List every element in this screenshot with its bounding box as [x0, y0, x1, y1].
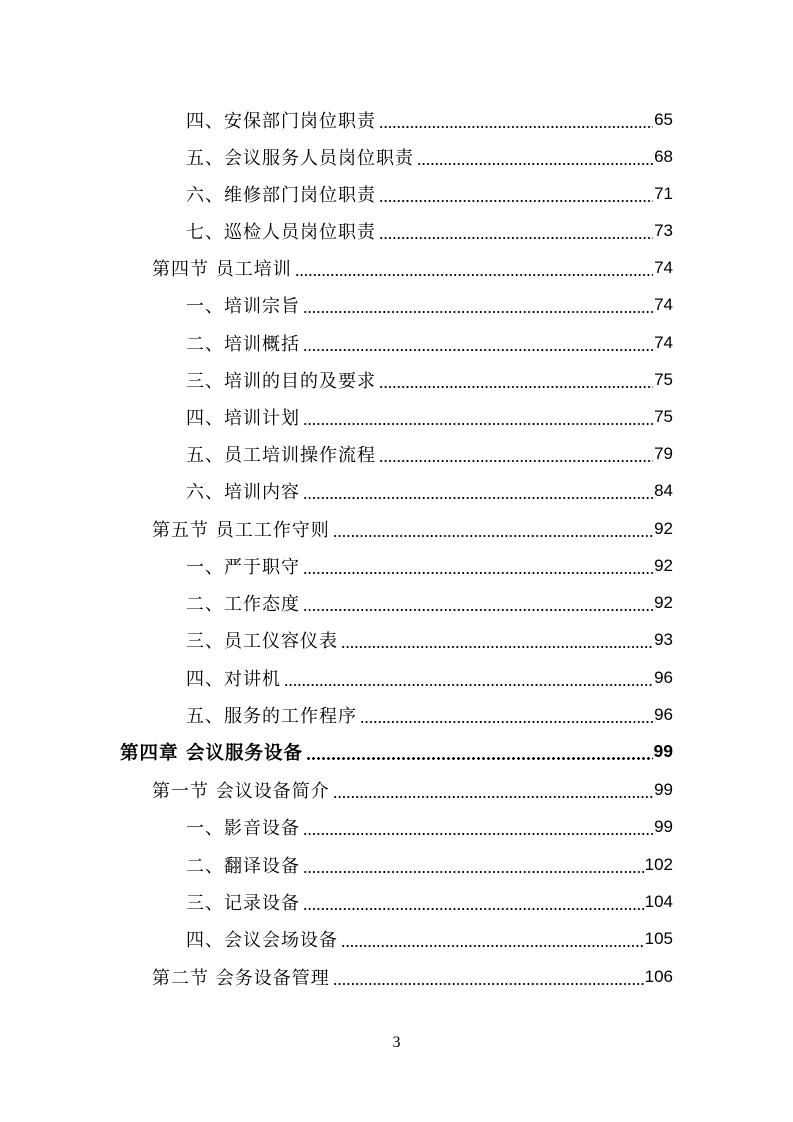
dot-leader — [303, 547, 653, 584]
dot-leader — [417, 138, 653, 175]
dot-leader — [333, 771, 653, 808]
dot-leader — [303, 808, 653, 845]
toc-entry[interactable] — [186, 808, 673, 845]
toc-entry[interactable] — [186, 175, 673, 212]
toc-entry-page: 96 — [654, 704, 673, 724]
toc-entry-page: 84 — [654, 480, 673, 500]
toc-entry-title: 五、员工培训操作流程 — [186, 444, 376, 466]
toc-entry[interactable] — [186, 286, 673, 323]
dot-leader — [303, 286, 653, 323]
toc-entry-title: 三、记录设备 — [186, 892, 300, 914]
dot-leader — [379, 435, 653, 472]
toc-entry-page: 65 — [654, 109, 673, 129]
toc-entry[interactable] — [186, 621, 673, 658]
toc-entry[interactable] — [186, 584, 673, 621]
page-number: 3 — [392, 1034, 401, 1051]
toc-entry[interactable] — [186, 138, 673, 175]
toc-entry-title: 三、培训的目的及要求 — [186, 370, 376, 392]
toc-entry-title: 六、培训内容 — [186, 481, 300, 503]
toc-entry-page: 93 — [654, 629, 673, 649]
toc-section-entry[interactable] — [152, 771, 673, 808]
toc-section-entry[interactable] — [152, 958, 673, 995]
toc-entry[interactable] — [186, 212, 673, 249]
toc-entry-title: 一、严于职守 — [186, 556, 300, 578]
toc-entry[interactable] — [186, 361, 673, 398]
toc-section-entry[interactable] — [152, 249, 673, 286]
dot-leader — [341, 621, 653, 658]
toc-entry-page: 92 — [654, 592, 673, 612]
toc-entry[interactable] — [186, 472, 673, 509]
toc-entry-page: 75 — [654, 406, 673, 426]
toc-entry-page: 92 — [654, 518, 673, 538]
toc-entry[interactable] — [186, 324, 673, 361]
dot-leader — [379, 101, 653, 138]
toc-entry-title: 五、会议服务人员岗位职责 — [186, 147, 414, 169]
toc-entry[interactable] — [186, 547, 673, 584]
toc-chapter-entry[interactable] — [120, 733, 673, 770]
toc-entry-title: 第四节 员工培训 — [152, 258, 292, 280]
dot-leader — [295, 249, 653, 286]
toc-entry-title: 第四章 会议服务设备 — [120, 742, 303, 764]
dot-leader — [333, 510, 653, 547]
toc-entry[interactable] — [186, 101, 673, 138]
toc-entry-title: 四、对讲机 — [186, 668, 281, 690]
toc-entry[interactable] — [186, 920, 673, 957]
toc-entry-title: 第五节 员工工作守则 — [152, 519, 330, 541]
dot-leader — [303, 398, 653, 435]
dot-leader — [379, 361, 653, 398]
toc-entry-title: 一、影音设备 — [186, 817, 300, 839]
toc-entry-page: 99 — [653, 741, 673, 761]
toc-entry-page: 105 — [644, 928, 673, 948]
toc-entry-page: 74 — [654, 332, 673, 352]
toc-entry-page: 68 — [654, 146, 673, 166]
toc-entry-title: 四、会议会场设备 — [186, 929, 338, 951]
dot-leader — [303, 846, 644, 883]
toc-entry-page: 73 — [654, 220, 673, 240]
toc-entry-title: 五、服务的工作程序 — [186, 705, 357, 727]
toc-entry-page: 71 — [654, 183, 673, 203]
toc-entry[interactable] — [186, 883, 673, 920]
toc-entry-page: 74 — [654, 294, 673, 314]
dot-leader — [333, 958, 644, 995]
toc-entry-title: 六、维修部门岗位职责 — [186, 184, 376, 206]
toc-entry-page: 102 — [644, 854, 673, 874]
toc-entry-title: 第二节 会务设备管理 — [152, 967, 330, 989]
toc-entry[interactable] — [186, 659, 673, 696]
dot-leader — [379, 212, 653, 249]
toc-entry-title: 一、培训宗旨 — [186, 295, 300, 317]
toc-entry[interactable] — [186, 696, 673, 733]
toc-entry-title: 二、培训概括 — [186, 333, 300, 355]
toc-entry-title: 七、巡检人员岗位职责 — [186, 221, 376, 243]
toc-entry-page: 99 — [654, 779, 673, 799]
toc-entry-page: 99 — [654, 816, 673, 836]
toc-entry-title: 二、翻译设备 — [186, 855, 300, 877]
toc-entry-title: 四、安保部门岗位职责 — [186, 110, 376, 132]
toc-entry[interactable] — [186, 846, 673, 883]
dot-leader — [303, 883, 644, 920]
dot-leader — [303, 584, 653, 621]
dot-leader — [303, 472, 653, 509]
toc-section-entry[interactable] — [152, 510, 673, 547]
dot-leader — [360, 696, 653, 733]
toc-entry-page: 96 — [654, 667, 673, 687]
toc-entry-title: 第一节 会议设备简介 — [152, 780, 330, 802]
toc-entry-title: 四、培训计划 — [186, 407, 300, 429]
dot-leader — [303, 324, 653, 361]
toc-entry-page: 74 — [654, 257, 673, 277]
toc-entry-title: 二、工作态度 — [186, 593, 300, 615]
toc-entry-page: 92 — [654, 555, 673, 575]
toc-entry-page: 104 — [644, 891, 673, 911]
toc-entry-page: 106 — [644, 966, 673, 986]
dot-leader — [379, 175, 653, 212]
dot-leader — [284, 659, 653, 696]
toc-entry[interactable] — [186, 398, 673, 435]
dot-leader — [341, 920, 644, 957]
dot-leader — [306, 733, 653, 770]
toc-entry-page: 79 — [654, 443, 673, 463]
toc-entry-page: 75 — [654, 369, 673, 389]
toc-entry-title: 三、员工仪容仪表 — [186, 630, 338, 652]
toc-entry[interactable] — [186, 435, 673, 472]
